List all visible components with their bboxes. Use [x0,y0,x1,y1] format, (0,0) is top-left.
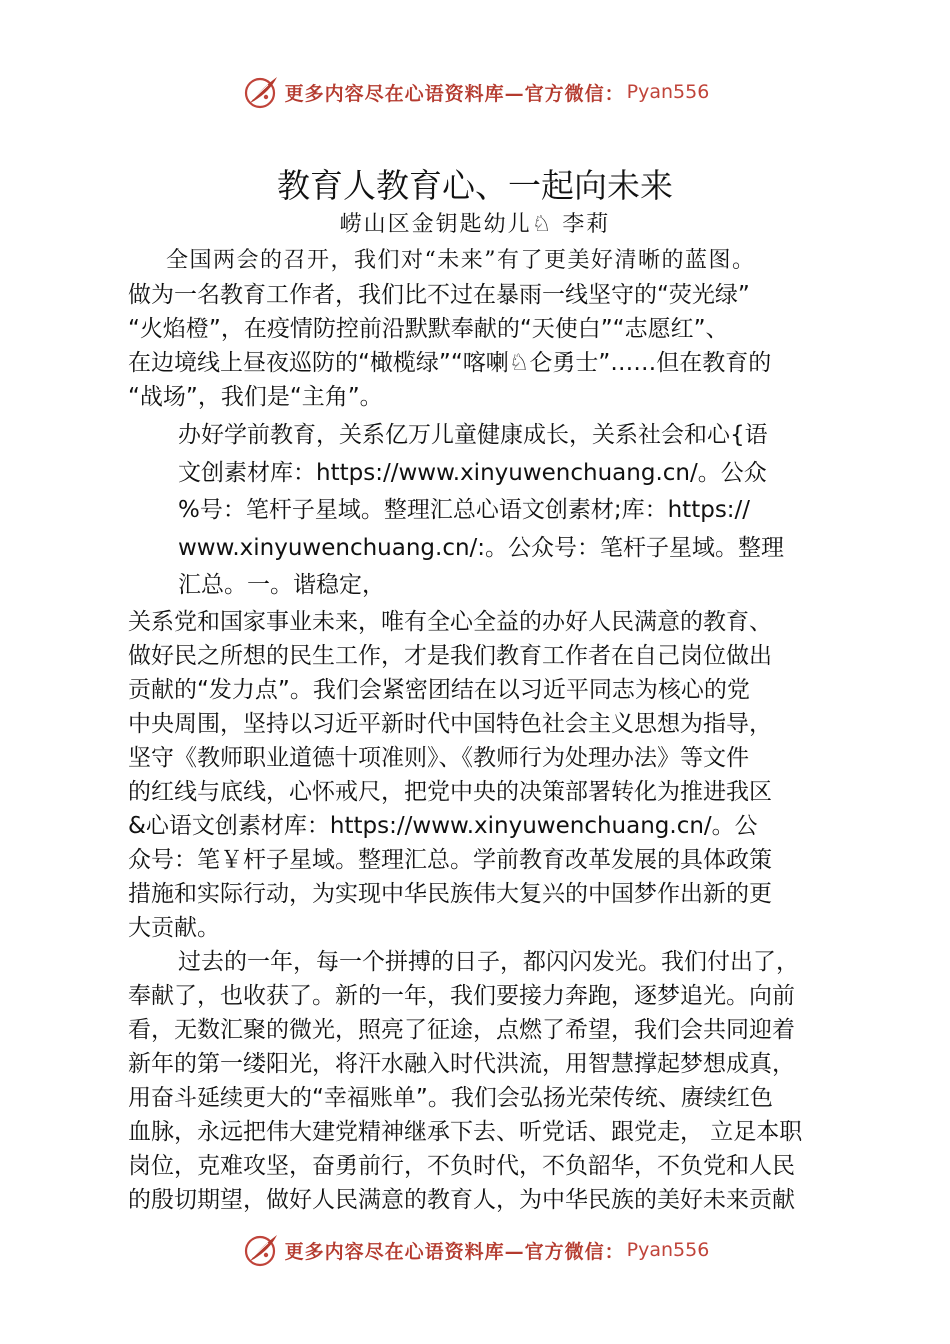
text-line: 文创素材库：https://www.xinyuwenchuang.cn/。公众 [178,459,767,486]
banner-wechat-id: Pyan556 [626,81,710,103]
banner-text: 更多内容尽在心语资料库—官方微信： [284,1240,625,1263]
text-line: 的红线与底线，心怀戒尺，把党中央的决策部署转化为推进我区 [128,779,772,805]
text-line: 新年的第一缕阳光，将汗水融入时代洪流，用智慧撑起梦想成真， [128,1051,795,1077]
text-line: 大贡献。 [128,915,220,941]
text-line: 措施和实际行动，为实现中华民族伟大复兴的中国梦作出新的更 [128,881,772,907]
text-line: &心语文创素材库：https://www.xinyuwenchuang.cn/。公 [128,813,758,839]
text-line: 血脉，永远把伟大建党精神继承下去、听党话、跟党走， 立足本职 [128,1119,803,1145]
document-title: 教育人教育心、一起向未来 [277,166,673,205]
quill-logo-icon [241,1230,281,1270]
text-line: 看，无数汇聚的微光，照亮了征途，点燃了希望，我们会共同迎着 [128,1017,795,1043]
paragraph-2 [178,417,868,605]
intro-first-line: 全国两会的召开，我们对“未来”有了更美好清晰的蓝图。 [166,248,756,273]
text-line: 做为一名教育工作者，我们比不过在暴雨一线坚守的“荧光绿” [128,282,750,308]
text-line: 奉献了，也收获了。新的一年，我们要接力奔跑，逐梦追光。向前 [128,983,795,1009]
author-line: 崂山区金钥匙幼儿♘ 李莉 [339,212,611,237]
text-line: 在边境线上昼夜巡防的“橄榄绿”“喀喇♘仑勇士”……但在教育的 [128,350,772,376]
text-line: 做好民之所想的民生工作，才是我们教育工作者在自己岗位做出 [128,643,772,669]
text-line: %号：笔杆子星域。整理汇总心语文创素材;库：https:// [178,497,751,523]
text-line: 的殷切期望，做好人民满意的教育人，为中华民族的美好未来贡献 [128,1187,795,1213]
paragraph-1 [128,278,868,414]
text-line: www.xinyuwenchuang.cn/:。公众号：笔杆子星域。整理 [178,534,785,561]
paragraph-3 [128,605,868,945]
text-line: 岗位，克难攻坚，奋勇前行，不负时代，不负韶华，不负党和人民 [128,1153,795,1179]
text-line: 关系党和国家事业未来，唯有全心全益的办好人民满意的教育、 [128,609,772,635]
text-line: 用奋斗延续更大的“幸福账单”。我们会弘扬光荣传统、赓续红色 [128,1085,773,1111]
text-line: 贡献的“发力点”。我们会紧密团结在以习近平同志为核心的党 [128,677,750,703]
text-line: 坚守《教师职业道德十项准则》、《教师行为处理办法》等文件 [128,745,749,771]
paragraph-4 [128,945,868,1217]
text-line: 中央周围，坚持以习近平新时代中国特色社会主义思想为指导， [128,711,772,737]
text-line: “火焰橙”，在疫情防控前沿默默奉献的“天使白”“志愿红”、 [128,316,729,342]
text-line: 过去的一年，每一个拼搏的日子，都闪闪发光。我们付出了， [178,949,799,975]
text-line: 汇总。一。谐稳定， [178,572,385,598]
banner-wechat-id: Pyan556 [626,1239,710,1261]
quill-logo-icon [241,72,281,112]
text-line: “战场”，我们是“主角”。 [128,384,383,410]
text-line: 办好学前教育，关系亿万儿童健康成长，关系社会和心{语 [178,422,768,448]
footer-banner [0,1228,950,1272]
text-line: 众号：笔￥杆子星域。整理汇总。学前教育改革发展的具体政策 [128,847,772,873]
header-banner [0,70,950,114]
banner-text: 更多内容尽在心语资料库—官方微信： [284,82,625,105]
